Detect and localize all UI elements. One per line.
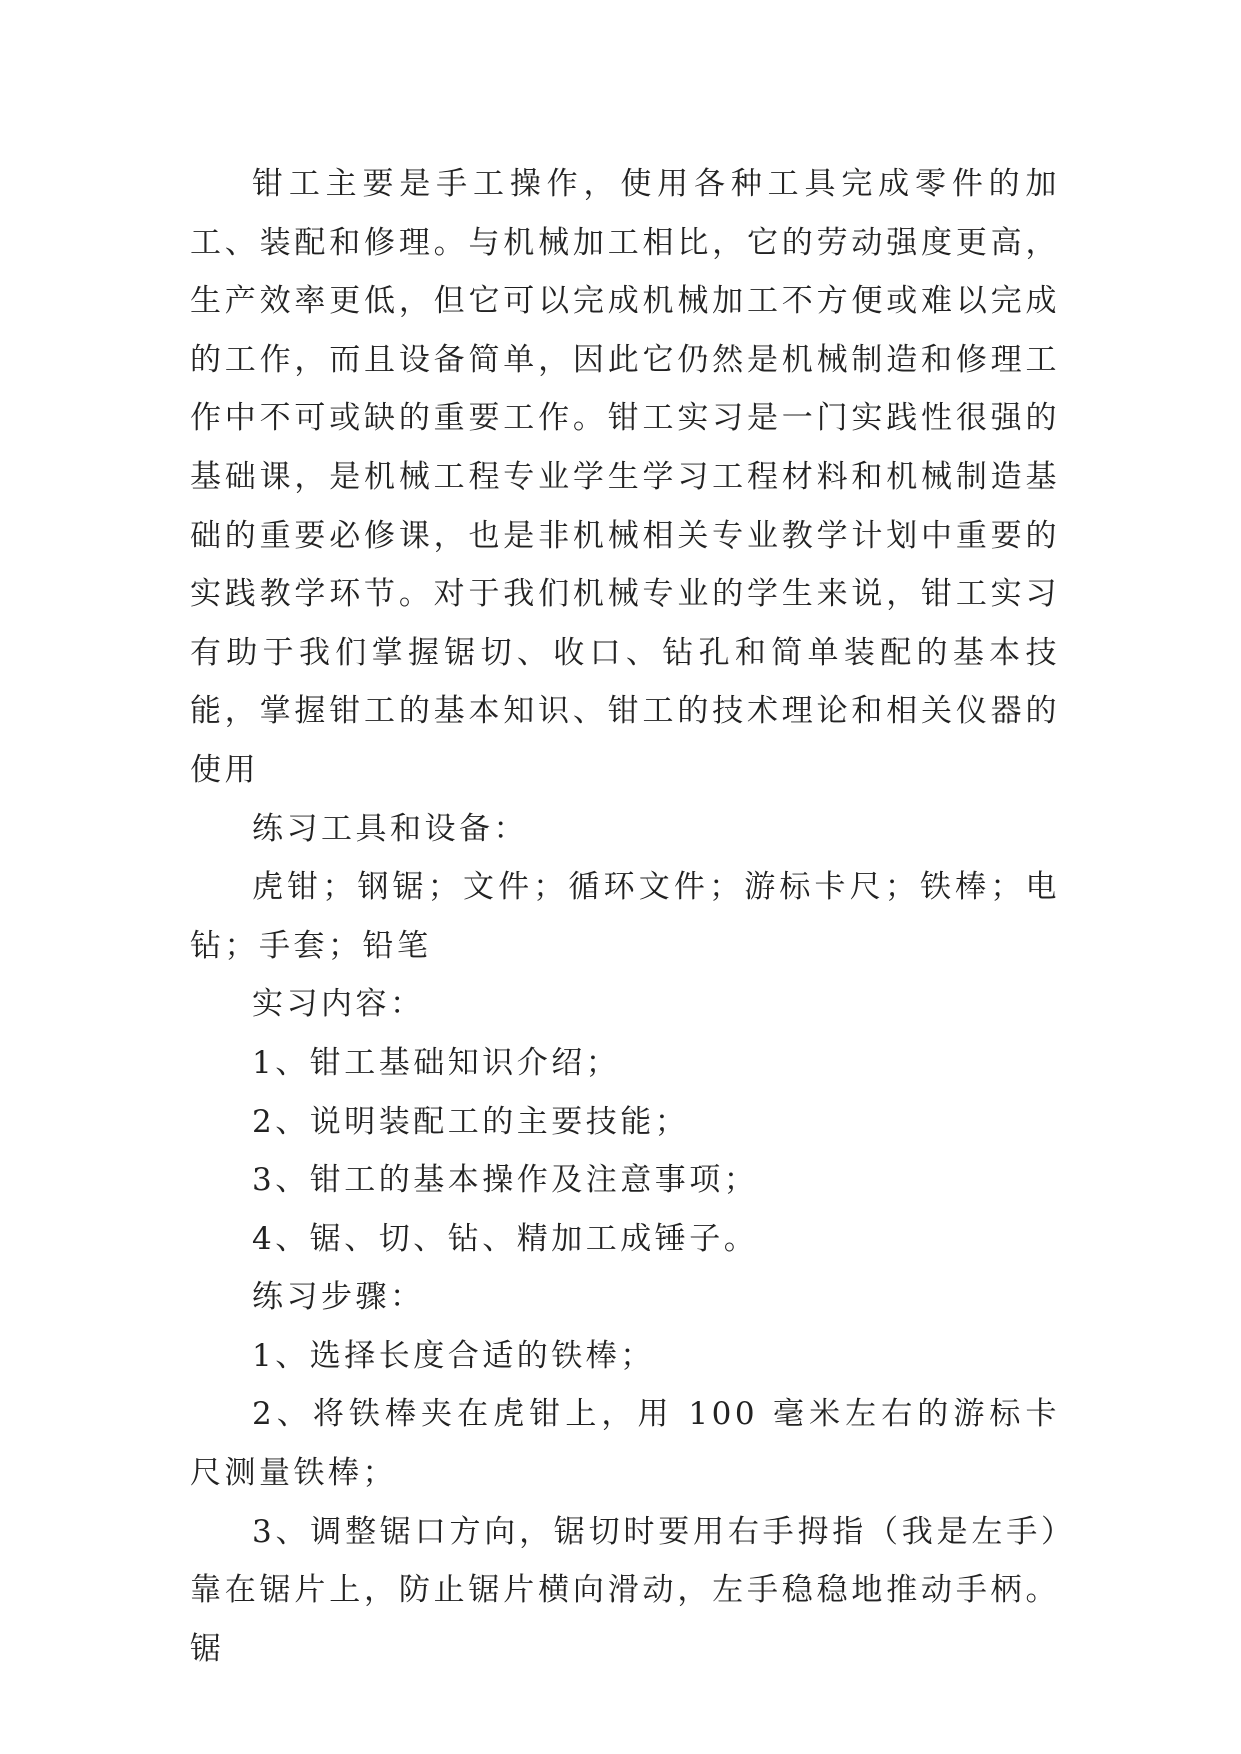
paragraph-step-2: 2、将铁棒夹在虎钳上，用 100 毫米左右的游标卡尺测量铁棒； <box>190 1396 1060 1492</box>
paragraph-content-item-3: 3、钳工的基本操作及注意事项； <box>252 1162 759 1199</box>
paragraph-content-heading: 实习内容： <box>252 986 425 1023</box>
paragraph-content-item-4: 4、锯、切、钻、精加工成锤子。 <box>252 1220 759 1257</box>
paragraph-steps-heading: 练习步骤： <box>252 1279 425 1316</box>
paragraph-tools-heading: 练习工具和设备： <box>252 810 528 847</box>
paragraph-step-3: 3、调整锯口方向，锯切时要用右手拇指（我是左手）靠在锯片上，防止锯片横向滑动，左手稳稳地推动手柄。锯 <box>190 1513 1060 1667</box>
paragraph-tools-list: 虎钳；钢锯；文件；循环文件；游标卡尺；铁棒；电钻；手套；铅笔 <box>190 869 1060 964</box>
paragraph-content-item-1: 1、钳工基础知识介绍； <box>252 1044 621 1081</box>
paragraph-step-1: 1、选择长度合适的铁棒； <box>252 1337 655 1374</box>
paragraph-intro: 钳工主要是手工操作，使用各种工具完成零件的加工、装配和修理。与机械加工相比，它的劳动强度更高，生产效率更低，但它可以完成机械加工不方便或难以完成的工作，而且设备简单，因此它仍然是机械制造和修理工作中不可或缺的重要工作。钳工实习是一门实践性很强的基础课，是机械工程专业学生学习工程材料和机械制造基础的重要必修课，也是非机械相关专业教学计划中重要的实践教学环节。对于我们机械专业的学生来说，钳工实习有助于我们掌握锯切、收口、钻孔和简单装配的基本技能，掌握钳工的基本知识、钳工的技术理论和相关仪器的使用 <box>190 166 1060 788</box>
document-body <box>190 155 1060 1678</box>
paragraph-content-item-2: 2、说明装配工的主要技能； <box>252 1103 690 1140</box>
